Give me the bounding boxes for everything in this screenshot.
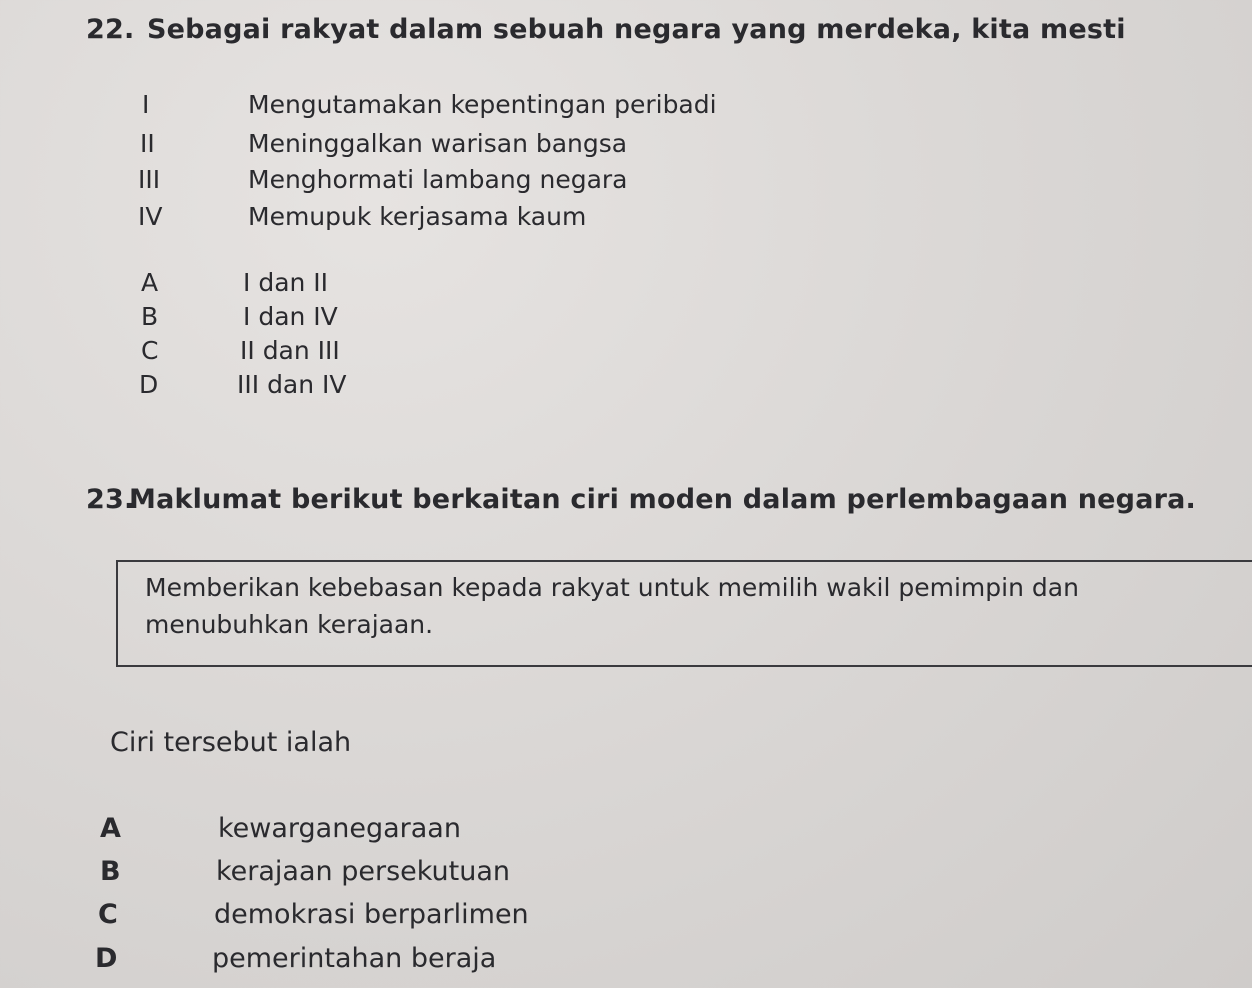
q22-statement-text: Meninggalkan warisan bangsa: [248, 129, 628, 158]
q23-option-text: demokrasi berparlimen: [214, 899, 529, 930]
q23-number: 23.: [86, 484, 135, 515]
info-box-line-2: menubuhkan kerajaan.: [145, 610, 434, 639]
info-box-line-1: Memberikan kebebasan kepada rakyat untuk memilih wakil pemimpin dan: [145, 573, 1079, 602]
q23-option-text: kerajaan persekutuan: [216, 856, 511, 887]
q23-option-letter: B: [100, 856, 121, 887]
q23-option-letter: A: [100, 813, 121, 844]
q23-option-text: pemerintahan beraja: [212, 943, 497, 974]
q23-prompt: Ciri tersebut ialah: [110, 727, 352, 758]
q22-statement-numeral: IV: [138, 202, 163, 231]
q23-option-letter: D: [95, 943, 118, 974]
q22-option-letter: D: [139, 370, 159, 399]
q22-option-letter: C: [141, 336, 159, 365]
q22-option-text: III dan IV: [237, 370, 347, 399]
q22-statement-numeral: I: [142, 90, 150, 119]
q22-option-letter: B: [141, 302, 159, 331]
q22-option-text: I dan II: [243, 268, 329, 297]
q22-number: 22.: [86, 14, 135, 45]
q22-statement-text: Mengutamakan kepentingan peribadi: [248, 90, 717, 119]
q23-option-letter: C: [98, 899, 118, 930]
q23-option-text: kewarganegaraan: [218, 813, 461, 844]
q22-statement-numeral: III: [138, 165, 161, 194]
q22-option-letter: A: [141, 268, 159, 297]
q22-statement-text: Memupuk kerjasama kaum: [248, 202, 587, 231]
q22-option-text: I dan IV: [243, 302, 338, 331]
q22-statement-text: Menghormati lambang negara: [248, 165, 628, 194]
q22-option-text: II dan III: [240, 336, 340, 365]
q23-question: Maklumat berikut berkaitan ciri moden dalam perlembagaan negara.: [129, 484, 1196, 515]
q22-question: Sebagai rakyat dalam sebuah negara yang merdeka, kita mesti: [147, 14, 1126, 45]
q22-statement-numeral: II: [140, 129, 155, 158]
